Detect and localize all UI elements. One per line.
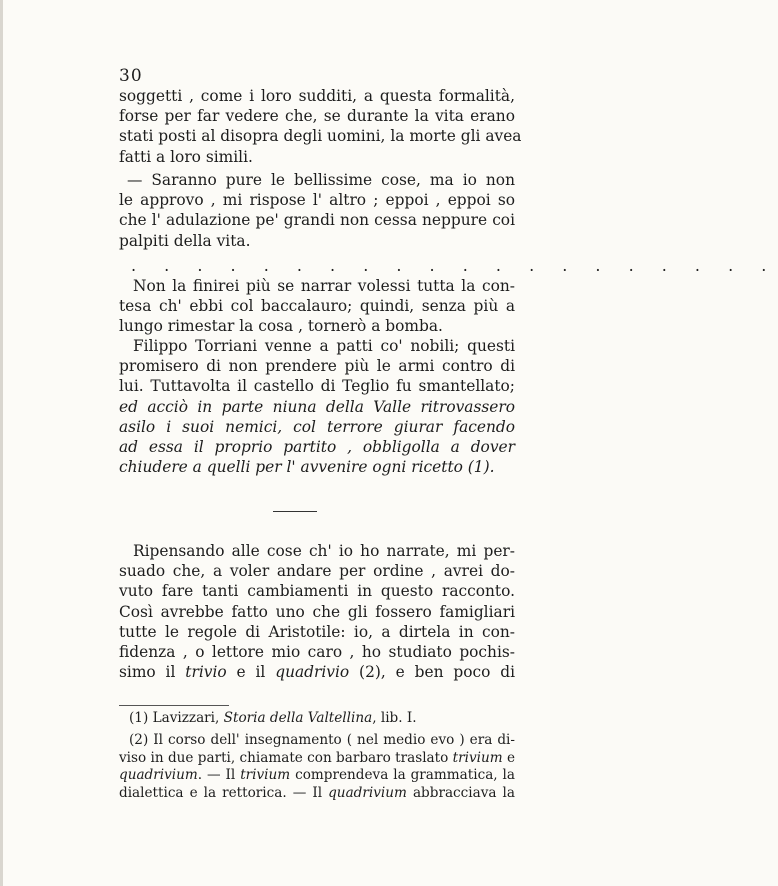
text-line: lungo rimestar la cosa , tornerò a bomba.	[119, 317, 443, 336]
text-line: fidenza , o lettore mio caro , ho studiato pochis-	[119, 643, 515, 662]
text-fragment: e	[502, 749, 515, 766]
text-fragment: e il	[226, 663, 276, 682]
text-line: promisero di non prendere più le armi contro di	[119, 357, 515, 376]
text-line: fatti a loro simili.	[119, 147, 253, 166]
footnote-divider	[119, 705, 229, 706]
text-line: palpiti della vita.	[119, 231, 251, 250]
text-fragment: , lib. I.	[372, 710, 417, 726]
text-line: Non la finirei più se narrar volessi tutta la con-	[133, 277, 515, 295]
italic-term: quadrivium	[119, 767, 198, 784]
footnote-line	[119, 710, 515, 728]
text-line: forse per far vedere che, se durante la vita erano	[119, 107, 515, 126]
text-fragment: simo il	[119, 663, 186, 682]
italic-term: quadrivio	[275, 663, 350, 682]
text-line	[119, 662, 515, 682]
text-line: tutte le regole di Aristotile: io, a dirtela in con-	[119, 622, 515, 641]
italic-term: quadrivium	[328, 784, 407, 801]
footnote-line	[119, 785, 515, 803]
text-line: che l' adulazione pe' grandi non cessa neppure coi	[119, 211, 515, 230]
footnote-line: (2) Il corso dell' insegnamento ( nel medio evo ) era di-	[129, 732, 515, 748]
footnote-title: Storia della Valtellina	[223, 710, 373, 726]
footnote-reference: (2), e ben poco di	[349, 663, 515, 682]
footnote-line	[119, 767, 515, 785]
text-fragment: dialettica e la rettorica. — Il	[119, 784, 329, 801]
footnote-line	[119, 750, 515, 768]
text-fragment: Lavizzari,	[148, 710, 224, 726]
page-number: 30	[119, 66, 143, 86]
text-line: tesa ch' ebbi col baccalauro; quindi, senza più a	[119, 297, 515, 316]
footnote-1	[119, 710, 515, 728]
ellipsis-separator: . . . . . . . . . . . . . . . . . . . .	[131, 256, 778, 275]
text-fragment: . — Il	[197, 767, 241, 784]
italic-text-line: asilo i suoi nemici, col terrore giurar facendo	[119, 417, 515, 436]
paragraph-5	[119, 541, 515, 682]
footnote-2	[119, 732, 515, 802]
italic-term: trivio	[185, 663, 227, 682]
text-line: vuto fare tanti cambiamenti in questo racconto.	[119, 582, 515, 601]
text-line: soggetti , come i loro sudditi, a questa formalità,	[119, 87, 515, 105]
text-line: suado che, a voler andare per ordine , avrei do-	[119, 562, 515, 581]
paragraph-3	[119, 276, 515, 337]
text-line: Filippo Torriani venne a patti co' nobili; questi	[133, 337, 515, 355]
text-line: le approvo , mi rispose l' altro ; eppoi , eppoi so	[119, 191, 515, 210]
italic-text-line: ed acciò in parte niuna della Valle ritrovassero	[119, 397, 515, 416]
text-line: lui. Tuttavolta il castello di Teglio fu smantellato;	[119, 377, 515, 396]
paragraph-2	[119, 170, 515, 251]
text-fragment: comprendeva la grammatica, la	[290, 767, 515, 784]
section-divider	[273, 511, 317, 512]
text-line: Così avrebbe fatto uno che gli fossero famigliari	[119, 602, 515, 621]
text-line: — Saranno pure le bellissime cose, ma io non	[127, 171, 515, 189]
paragraph-1	[119, 86, 522, 167]
italic-term: trivium	[452, 749, 503, 766]
italic-term: trivium	[240, 767, 291, 784]
text-fragment: abbracciava la	[406, 784, 516, 801]
text-fragment: viso in due parti, chiamate con barbaro traslato	[119, 749, 453, 766]
text-line: Ripensando alle cose ch' io ho narrate, mi per-	[133, 542, 515, 560]
paragraph-4	[119, 336, 515, 477]
italic-text-line: chiudere a quelli per l' avvenire ogni ricetto (1).	[119, 458, 495, 477]
footnote-mark: (1)	[129, 710, 149, 726]
italic-text-line: ad essa il proprio partito , obbligolla a dover	[119, 438, 515, 457]
text-line: stati posti al disopra degli uomini, la morte gli avea	[119, 127, 522, 146]
